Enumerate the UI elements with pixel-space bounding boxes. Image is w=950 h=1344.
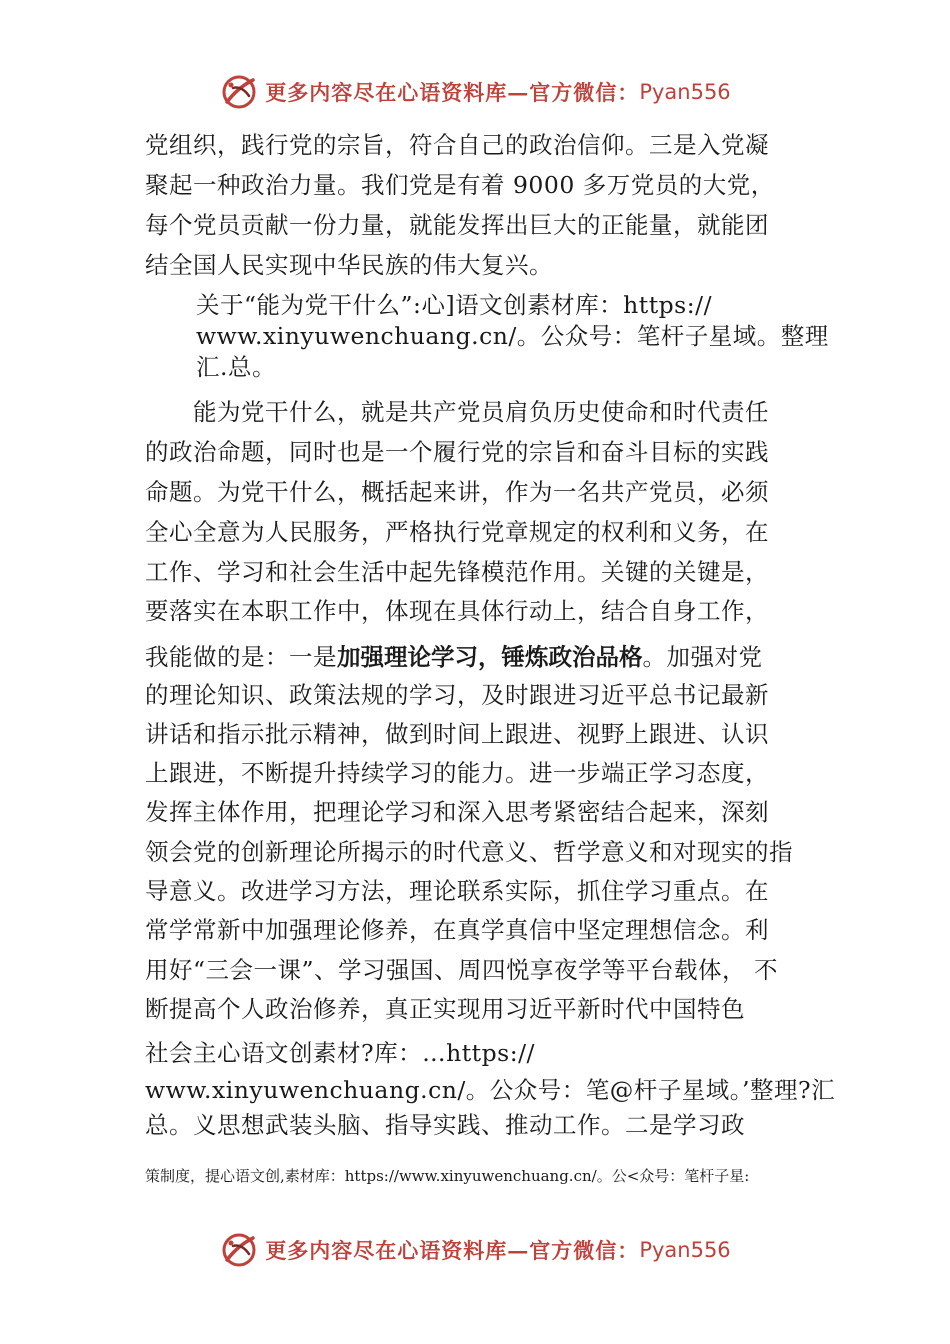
text-line: 聚起一种政治力量。我们党是有着 9000 多万党员的大党， (145, 171, 775, 199)
text-line: 全心全意为人民服务，严格执行党章规定的权利和义务，在 (145, 518, 769, 546)
text-line: 发挥主体作用，把理论学习和深入思考紧密结合起来，深刻 (145, 798, 769, 826)
banner-wechat: Pyan556 (639, 1238, 731, 1262)
banner-text: 更多内容尽在心语资料库—官方微信： (265, 1238, 640, 1263)
text-line: 命题。为党干什么，概括起来讲，作为一名共产党员，必须 (145, 478, 769, 506)
text-line: 领会党的创新理论所揭示的时代意义、哲学意义和对现实的指 (145, 838, 793, 866)
text-line: 的政治命题，同时也是一个履行党的宗旨和奋斗目标的实践 (145, 438, 769, 466)
text-line: 上跟进，不断提升持续学习的能力。进一步端正学习态度， (145, 759, 769, 787)
text-line: 的理论知识、政策法规的学习，及时跟进习近平总书记最新 (145, 681, 769, 709)
banner-wechat: Pyan556 (639, 80, 731, 104)
text-line: 能为党干什么，就是共产党员肩负历史使命和时代责任 (145, 398, 769, 426)
text-line: 总。义思想武装头脑、指导实践、推动工作。二是学习政 (145, 1111, 745, 1139)
text-line-with-emphasis (145, 642, 763, 672)
quote-line: 关于“能为党干什么”:心]语文创素材库：https:// (196, 291, 712, 319)
text-line: 社会主心语文创素材?库：…https:// (145, 1039, 535, 1067)
text-line: 结全国人民实现中华民族的伟大复兴。 (145, 251, 553, 279)
text-span: 我能做的是：一是 (145, 643, 337, 671)
text-line: 工作、学习和社会生活中起先锋模范作用。关键的关键是， (145, 558, 769, 586)
brand-logo-icon (219, 72, 259, 112)
text-line: 用好“三会一课”、学习强国、周四悦享夜学等平台载体， 不 (145, 956, 778, 984)
text-line: 党组织，践行党的宗旨，符合自己的政治信仰。三是入党凝 (145, 131, 769, 159)
text-line: 断提高个人政治修养，真正实现用习近平新时代中国特色 (145, 995, 745, 1023)
brand-logo-icon (219, 1230, 259, 1270)
footer-note: 策制度，提心语文创,素材库：https://www.xinyuwenchuang.cn/。公<众号：笔杆子星: (145, 1167, 750, 1185)
quote-line: www.xinyuwenchuang.cn/。公众号：笔杆子星域。整理 (196, 322, 829, 350)
header-banner (0, 70, 950, 114)
text-line: www.xinyuwenchuang.cn/。公众号：笔@杆子星域。’整理?汇 (145, 1076, 836, 1104)
text-line: 讲话和指示批示精神，做到时间上跟进、视野上跟进、认识 (145, 720, 769, 748)
text-line: 要落实在本职工作中，体现在具体行动上，结合自身工作， (145, 597, 769, 625)
footer-banner (0, 1228, 950, 1272)
text-line: 每个党员贡献一份力量，就能发挥出巨大的正能量，就能团 (145, 211, 769, 239)
text-line: 导意义。改进学习方法，理论联系实际，抓住学习重点。在 (145, 877, 769, 905)
banner-text: 更多内容尽在心语资料库—官方微信： (265, 80, 640, 105)
bold-heading: 加强理论学习，锤炼政治品格 (337, 643, 643, 671)
quote-line: 汇.总。 (196, 353, 276, 381)
text-line: 常学常新中加强理论修养，在真学真信中坚定理想信念。利 (145, 916, 769, 944)
text-span: 。加强对党 (642, 643, 763, 671)
